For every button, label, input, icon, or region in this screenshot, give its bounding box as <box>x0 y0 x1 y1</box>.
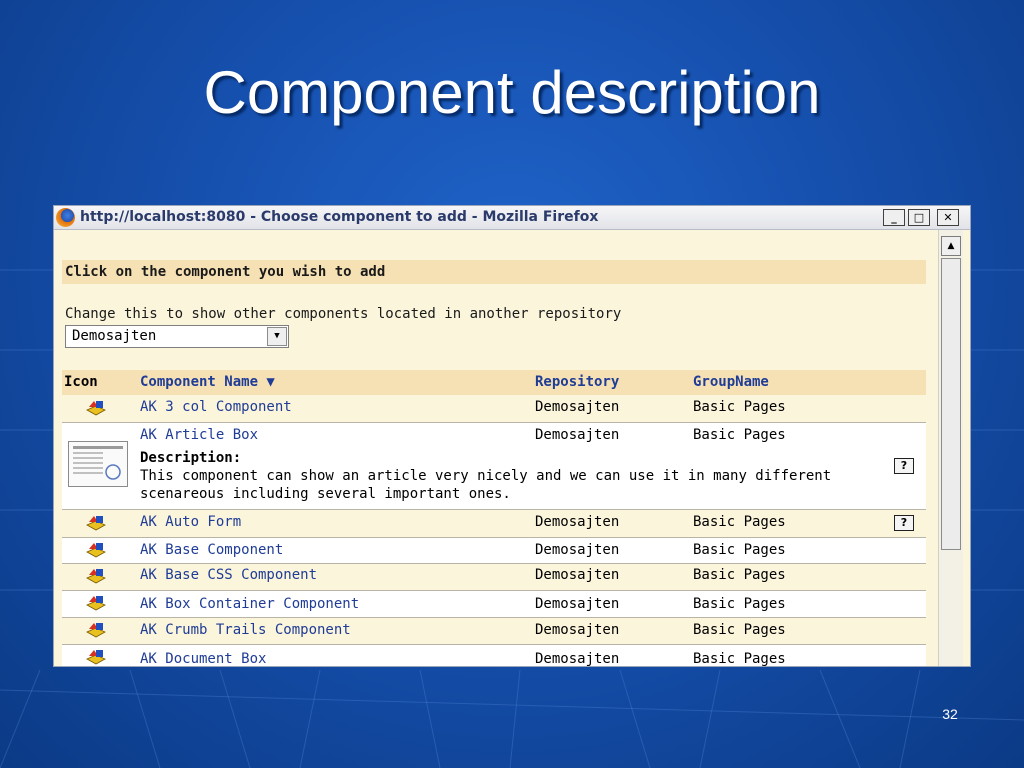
group-cell: Basic Pages <box>693 542 786 558</box>
component-icon <box>84 620 108 640</box>
component-name-link[interactable]: AK Base CSS Component <box>140 567 318 583</box>
component-icon <box>84 398 108 418</box>
description-label: Description: <box>140 450 242 466</box>
component-icon <box>84 540 108 560</box>
slide-title: Component description <box>203 59 821 126</box>
components-table <box>62 370 926 667</box>
col-icon-header: Icon <box>64 374 98 390</box>
repository-hint: Change this to show other components located in another repository <box>65 306 622 322</box>
article-box-thumbnail <box>68 441 128 487</box>
group-cell: Basic Pages <box>693 596 786 612</box>
table-row[interactable] <box>62 423 926 510</box>
description-text-line2: scenareous including several important ones. <box>140 486 511 502</box>
component-name-link[interactable]: AK Document Box <box>140 651 267 667</box>
group-cell: Basic Pages <box>693 514 786 530</box>
group-cell: Basic Pages <box>693 399 786 415</box>
scroll-up-arrow-icon[interactable]: ▲ <box>941 236 961 256</box>
vertical-scrollbar[interactable] <box>938 230 963 667</box>
maximize-button[interactable]: □ <box>908 209 930 226</box>
group-cell: Basic Pages <box>693 622 786 638</box>
browser-window <box>53 205 971 667</box>
description-text-line1: This component can show an article very nicely and we can use it in many different <box>140 468 832 484</box>
chevron-down-icon[interactable]: ▼ <box>267 327 287 346</box>
table-row[interactable] <box>62 510 926 538</box>
page-header: Click on the component you wish to add <box>62 260 926 284</box>
component-name-link[interactable]: AK 3 col Component <box>140 399 292 415</box>
article-preview-icon <box>69 442 127 486</box>
repository-select-value: Demosajten <box>72 328 157 344</box>
table-row[interactable] <box>62 564 926 591</box>
close-button[interactable]: ✕ <box>937 209 959 226</box>
table-header <box>62 370 926 395</box>
component-icon <box>84 593 108 613</box>
repository-cell: Demosajten <box>535 514 620 530</box>
component-name-link[interactable]: AK Article Box <box>140 427 259 443</box>
col-repository-header[interactable]: Repository <box>535 374 620 390</box>
table-row[interactable] <box>62 395 926 423</box>
group-cell: Basic Pages <box>693 427 786 443</box>
component-name-link[interactable]: AK Box Container Component <box>140 596 360 612</box>
help-button[interactable]: ? <box>894 515 914 531</box>
window-title: http://localhost:8080 - Choose component to add - Mozilla Firefox <box>80 209 599 225</box>
firefox-icon <box>56 208 75 227</box>
component-icon <box>84 566 108 586</box>
help-button[interactable]: ? <box>894 458 914 474</box>
window-titlebar[interactable] <box>54 206 970 230</box>
page-content <box>54 230 938 667</box>
group-cell: Basic Pages <box>693 651 786 667</box>
component-icon <box>84 513 108 533</box>
repository-cell: Demosajten <box>535 622 620 638</box>
repository-cell: Demosajten <box>535 399 620 415</box>
col-group-header[interactable]: GroupName <box>693 374 769 390</box>
slide-number: 32 <box>942 706 958 722</box>
repository-cell: Demosajten <box>535 596 620 612</box>
component-name-link[interactable]: AK Base Component <box>140 542 284 558</box>
group-cell: Basic Pages <box>693 567 786 583</box>
component-name-link[interactable]: AK Auto Form <box>140 514 242 530</box>
table-row[interactable] <box>62 645 926 667</box>
minimize-button[interactable]: _ <box>883 209 905 226</box>
table-row[interactable] <box>62 591 926 618</box>
component-icon <box>84 647 108 667</box>
repository-select[interactable] <box>65 325 289 348</box>
component-name-link[interactable]: AK Crumb Trails Component <box>140 622 351 638</box>
col-name-header[interactable]: Component Name ▼ <box>140 374 275 390</box>
table-row[interactable] <box>62 618 926 645</box>
scroll-thumb[interactable] <box>941 258 961 550</box>
repository-cell: Demosajten <box>535 567 620 583</box>
table-row[interactable] <box>62 538 926 564</box>
repository-cell: Demosajten <box>535 427 620 443</box>
repository-cell: Demosajten <box>535 651 620 667</box>
repository-cell: Demosajten <box>535 542 620 558</box>
